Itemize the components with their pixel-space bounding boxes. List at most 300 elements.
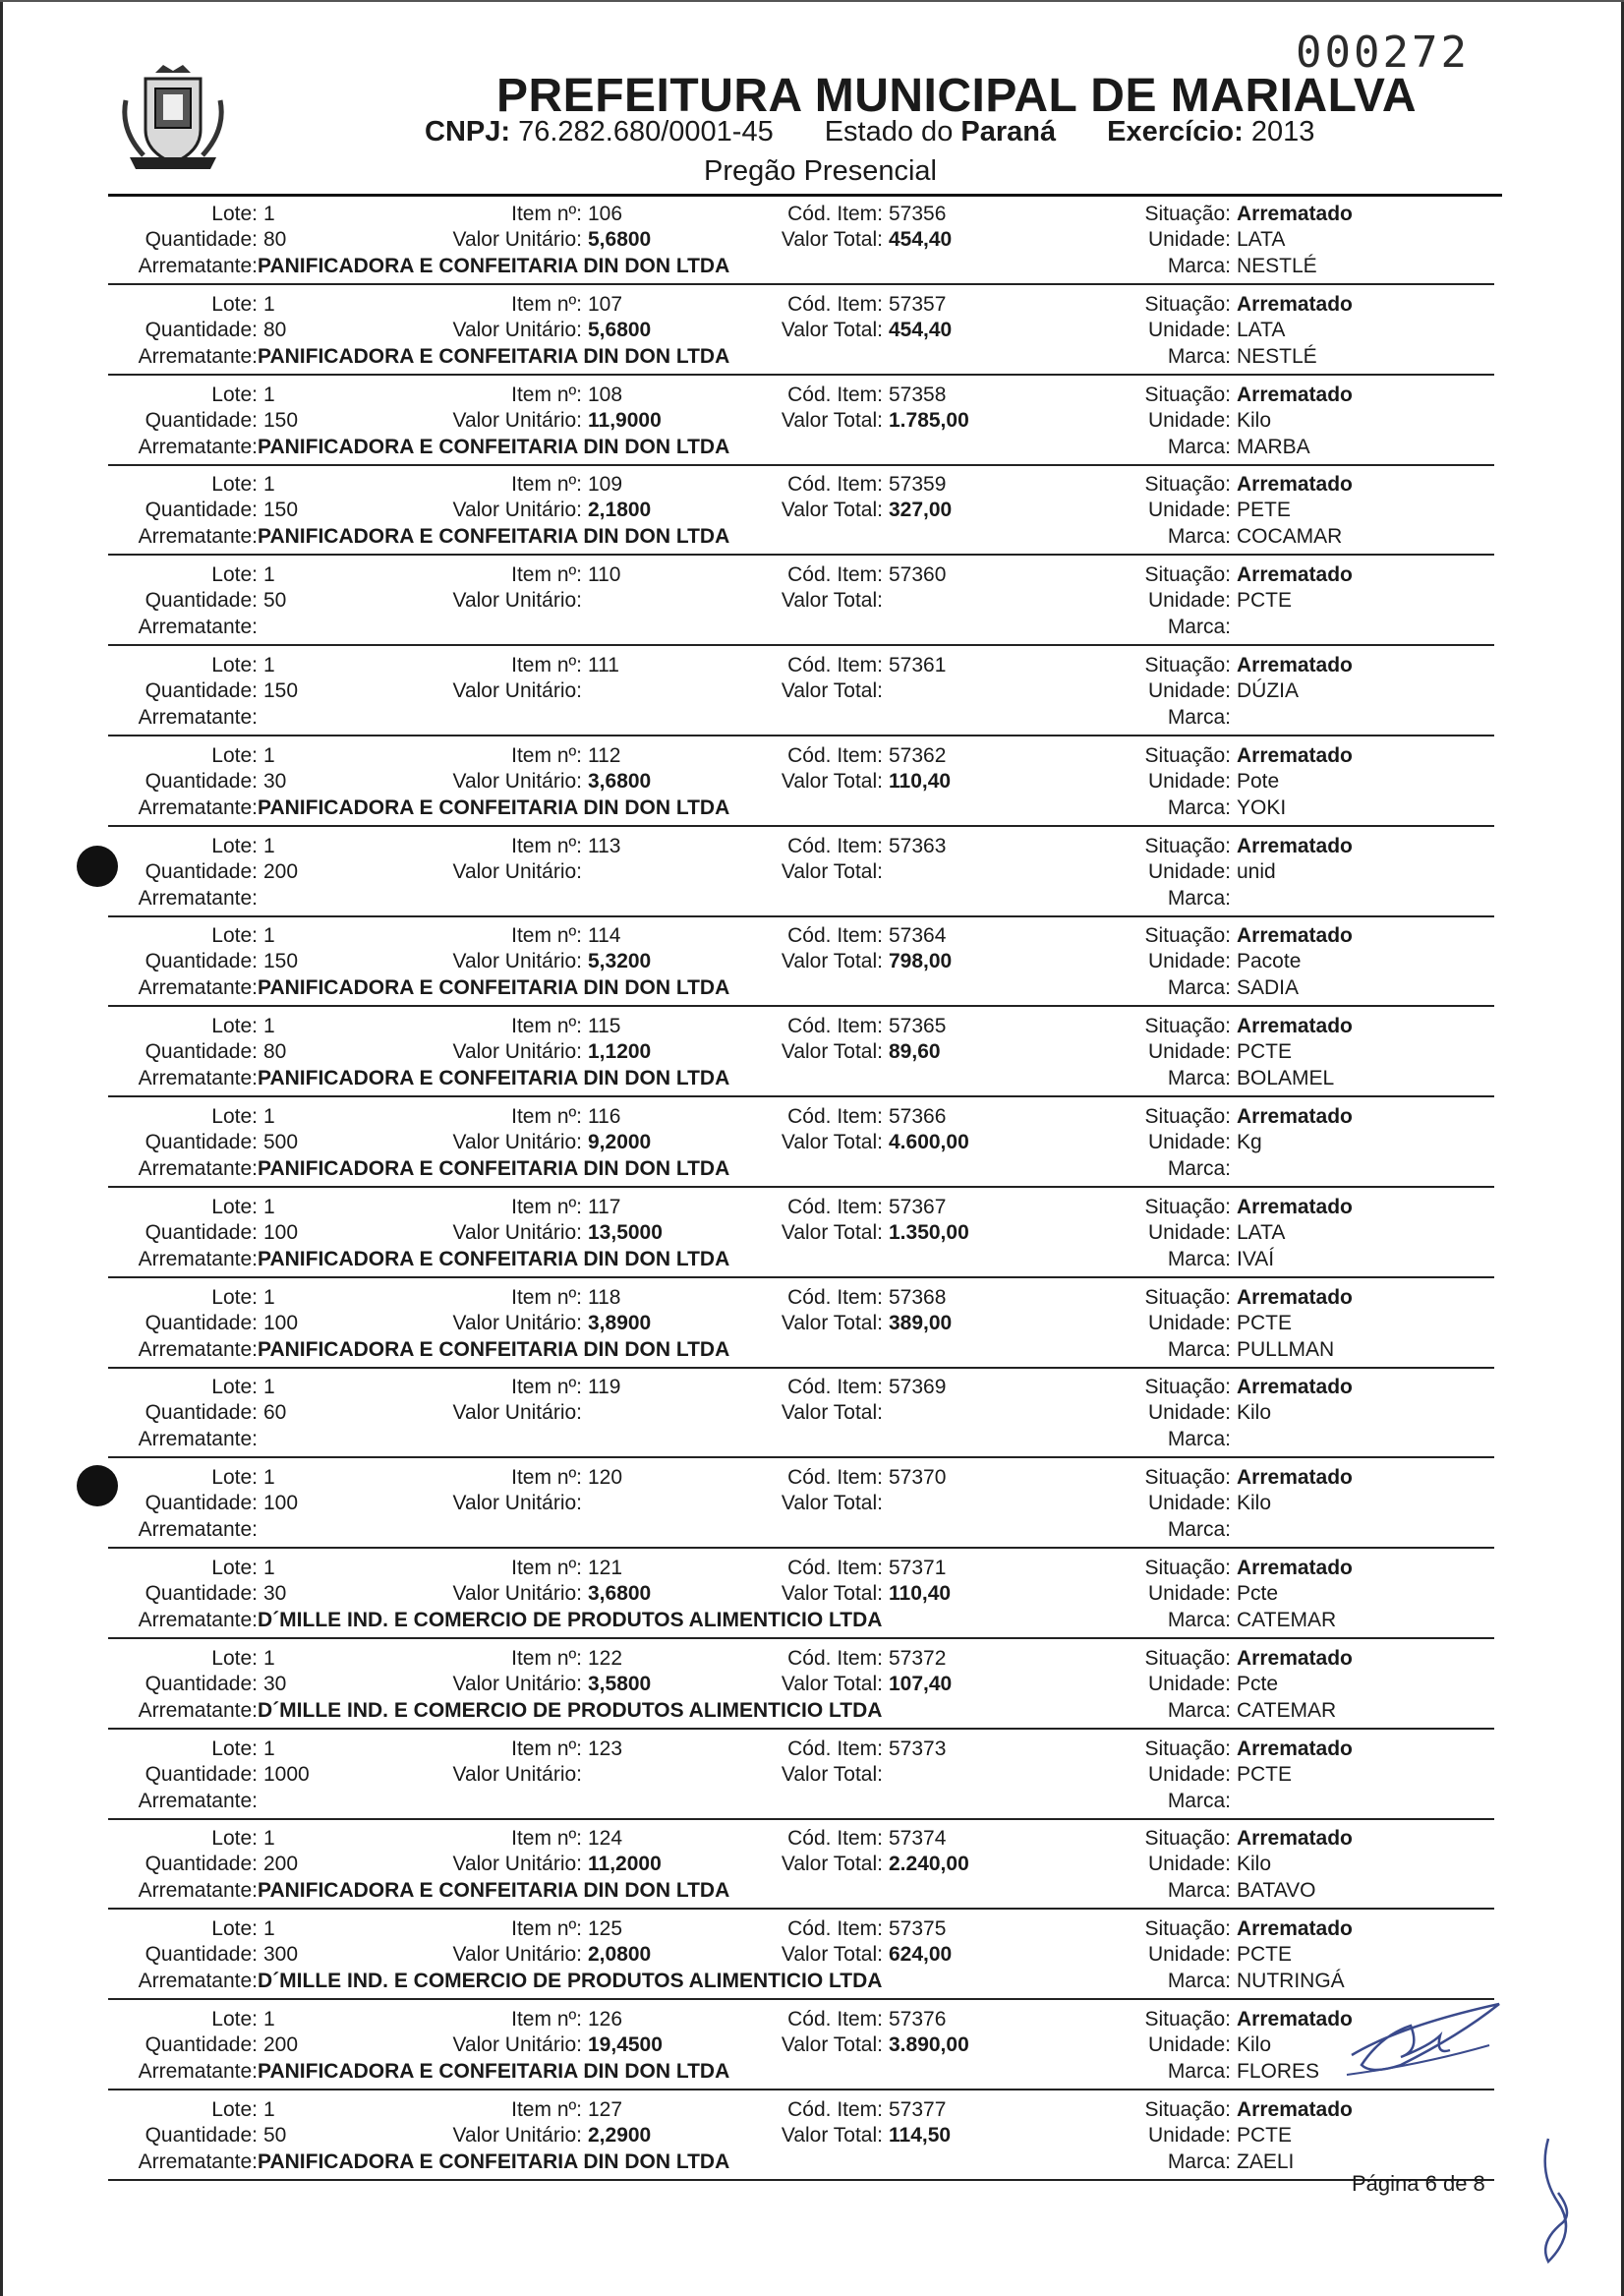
unidade-value: DÚZIA bbox=[1237, 678, 1299, 702]
marca-value: BATAVO bbox=[1237, 1879, 1316, 1903]
estado-value: Paraná bbox=[960, 116, 1057, 147]
marca-label: Marca: bbox=[1167, 616, 1231, 639]
record-line-2 bbox=[0, 678, 1624, 704]
arrematante-label: Arrematante: bbox=[138, 1608, 258, 1631]
valor-total-label: Valor Total: bbox=[781, 1040, 883, 1064]
marca-value: CATEMAR bbox=[1237, 1608, 1337, 1631]
lote-value: 1 bbox=[263, 473, 275, 497]
situacao-value: Arrematado bbox=[1237, 563, 1353, 587]
lote-label: Lote: bbox=[211, 1737, 258, 1760]
marca-label: Marca: bbox=[1167, 1518, 1231, 1542]
record-line-3 bbox=[0, 705, 1624, 731]
situacao-label: Situação: bbox=[1144, 1376, 1231, 1399]
unidade-value: Kilo bbox=[1237, 408, 1272, 432]
unidade-label: Unidade: bbox=[1147, 2032, 1231, 2056]
record-line-1 bbox=[0, 1104, 1624, 1130]
situacao-value: Arrematado bbox=[1237, 1737, 1353, 1760]
record-block bbox=[0, 1193, 1624, 1283]
lote-value: 1 bbox=[263, 834, 275, 857]
estado-label: Estado do bbox=[824, 116, 954, 147]
lote-label: Lote: bbox=[211, 1285, 258, 1309]
quantidade-value: 1000 bbox=[263, 1762, 310, 1786]
exercicio-label: Exercício: bbox=[1107, 116, 1244, 147]
quantidade-value: 50 bbox=[263, 589, 287, 613]
record-divider bbox=[108, 825, 1494, 827]
cod-label: Cód. Item: bbox=[787, 383, 883, 406]
record-line-3 bbox=[0, 1247, 1624, 1272]
valor-total-value: 110,40 bbox=[889, 769, 952, 793]
unidade-label: Unidade: bbox=[1147, 950, 1231, 973]
valor-total-label: Valor Total: bbox=[781, 2123, 883, 2147]
situacao-label: Situação: bbox=[1144, 924, 1231, 948]
arrematante-value: D´MILLE IND. E COMERCIO DE PRODUTOS ALIMENTICIO LTDA bbox=[258, 1698, 883, 1722]
situacao-label: Situação: bbox=[1144, 743, 1231, 767]
record-line-1 bbox=[0, 202, 1624, 227]
arrematante-label: Arrematante: bbox=[138, 886, 258, 910]
exercicio-value: 2013 bbox=[1250, 116, 1315, 147]
lote-value: 1 bbox=[263, 203, 275, 225]
valor-unitario-label: Valor Unitário: bbox=[452, 2123, 582, 2147]
unidade-label: Unidade: bbox=[1147, 769, 1231, 793]
unidade-value: PCTE bbox=[1237, 1762, 1293, 1786]
quantidade-value: 200 bbox=[263, 1853, 299, 1876]
record-line-3 bbox=[0, 975, 1624, 1001]
cod-value: 57367 bbox=[889, 1195, 947, 1218]
quantidade-value: 200 bbox=[263, 2032, 299, 2056]
record-divider bbox=[108, 374, 1494, 376]
item-value: 127 bbox=[588, 2097, 623, 2121]
record-line-2 bbox=[0, 1130, 1624, 1155]
quantidade-label: Quantidade: bbox=[145, 1220, 258, 1244]
record-line-3 bbox=[0, 254, 1624, 279]
situacao-label: Situação: bbox=[1144, 1737, 1231, 1760]
item-label: Item nº: bbox=[511, 2007, 582, 2031]
record-line-3 bbox=[0, 344, 1624, 370]
record-block bbox=[0, 1463, 1624, 1554]
record-line-3 bbox=[0, 435, 1624, 460]
quantidade-value: 300 bbox=[263, 1943, 299, 1967]
lote-label: Lote: bbox=[211, 473, 258, 497]
lote-value: 1 bbox=[263, 924, 275, 948]
lote-value: 1 bbox=[263, 1285, 275, 1309]
arrematante-value: PANIFICADORA E CONFEITARIA DIN DON LTDA bbox=[258, 1337, 730, 1361]
arrematante-label: Arrematante: bbox=[138, 2059, 258, 2083]
situacao-label: Situação: bbox=[1144, 1646, 1231, 1670]
item-label: Item nº: bbox=[511, 563, 582, 587]
valor-total-label: Valor Total: bbox=[781, 589, 883, 613]
valor-total-label: Valor Total: bbox=[781, 1853, 883, 1876]
situacao-value: Arrematado bbox=[1237, 2097, 1353, 2121]
valor-unitario-label: Valor Unitário: bbox=[452, 228, 582, 251]
record-line-1 bbox=[0, 292, 1624, 318]
record-line-2 bbox=[0, 1762, 1624, 1788]
valor-unitario-label: Valor Unitário: bbox=[452, 589, 582, 613]
cod-value: 57365 bbox=[889, 1015, 947, 1038]
valor-unitario-label: Valor Unitário: bbox=[452, 318, 582, 341]
valor-unitario-label: Valor Unitário: bbox=[452, 1672, 582, 1695]
valor-unitario-value: 5,6800 bbox=[588, 228, 652, 251]
record-divider bbox=[108, 1728, 1494, 1730]
record-divider bbox=[108, 554, 1494, 556]
quantidade-value: 150 bbox=[263, 678, 299, 702]
record-line-2 bbox=[0, 1311, 1624, 1336]
valor-unitario-value: 5,6800 bbox=[588, 318, 652, 341]
signature-mark-icon bbox=[1342, 1996, 1509, 2085]
quantidade-value: 200 bbox=[263, 859, 299, 883]
item-label: Item nº: bbox=[511, 834, 582, 857]
situacao-label: Situação: bbox=[1144, 653, 1231, 677]
unidade-label: Unidade: bbox=[1147, 1762, 1231, 1786]
cod-value: 57358 bbox=[889, 383, 947, 406]
lote-value: 1 bbox=[263, 743, 275, 767]
valor-total-label: Valor Total: bbox=[781, 1220, 883, 1244]
situacao-label: Situação: bbox=[1144, 473, 1231, 497]
record-divider bbox=[108, 2089, 1494, 2090]
punch-hole-icon bbox=[77, 1465, 118, 1506]
record-block bbox=[0, 381, 1624, 471]
quantidade-value: 60 bbox=[263, 1401, 287, 1425]
item-value: 122 bbox=[588, 1646, 623, 1670]
arrematante-value: PANIFICADORA E CONFEITARIA DIN DON LTDA bbox=[258, 795, 730, 819]
page-number: Página 6 de 8 bbox=[1352, 2171, 1485, 2196]
item-value: 125 bbox=[588, 1917, 623, 1941]
arrematante-label: Arrematante: bbox=[138, 705, 258, 729]
valor-unitario-value: 2,1800 bbox=[588, 499, 652, 522]
marca-label: Marca: bbox=[1167, 976, 1231, 1000]
item-value: 108 bbox=[588, 383, 623, 406]
marca-value: BOLAMEL bbox=[1237, 1067, 1335, 1090]
quantidade-value: 80 bbox=[263, 1040, 287, 1064]
arrematante-label: Arrematante: bbox=[138, 1879, 258, 1903]
cod-value: 57368 bbox=[889, 1285, 947, 1309]
valor-unitario-value: 11,9000 bbox=[588, 408, 662, 432]
valor-total-label: Valor Total: bbox=[781, 859, 883, 883]
marca-label: Marca: bbox=[1167, 1247, 1231, 1270]
quantidade-value: 150 bbox=[263, 499, 299, 522]
valor-unitario-label: Valor Unitário: bbox=[452, 1581, 582, 1605]
unidade-value: Pote bbox=[1237, 769, 1280, 793]
item-label: Item nº: bbox=[511, 383, 582, 406]
item-value: 107 bbox=[588, 292, 623, 316]
lote-value: 1 bbox=[263, 1104, 275, 1128]
unidade-value: LATA bbox=[1237, 318, 1286, 341]
valor-total-label: Valor Total: bbox=[781, 769, 883, 793]
lote-label: Lote: bbox=[211, 563, 258, 587]
valor-total-label: Valor Total: bbox=[781, 408, 883, 432]
situacao-value: Arrematado bbox=[1237, 292, 1353, 316]
situacao-label: Situação: bbox=[1144, 2007, 1231, 2031]
arrematante-label: Arrematante: bbox=[138, 255, 258, 277]
arrematante-value: PANIFICADORA E CONFEITARIA DIN DON LTDA bbox=[258, 1879, 730, 1903]
record-line-1 bbox=[0, 1737, 1624, 1762]
quantidade-value: 30 bbox=[263, 1581, 287, 1605]
item-label: Item nº: bbox=[511, 1466, 582, 1490]
valor-unitario-label: Valor Unitário: bbox=[452, 1943, 582, 1967]
situacao-label: Situação: bbox=[1144, 1556, 1231, 1579]
cod-value: 57369 bbox=[889, 1376, 947, 1399]
valor-total-value: 454,40 bbox=[889, 228, 953, 251]
arrematante-value: PANIFICADORA E CONFEITARIA DIN DON LTDA bbox=[258, 1156, 730, 1180]
item-value: 118 bbox=[588, 1285, 621, 1309]
cod-label: Cód. Item: bbox=[787, 653, 883, 677]
situacao-value: Arrematado bbox=[1237, 1376, 1353, 1399]
quantidade-label: Quantidade: bbox=[145, 1943, 258, 1967]
quantidade-value: 100 bbox=[263, 1492, 299, 1515]
valor-total-value: 798,00 bbox=[889, 950, 953, 973]
quantidade-value: 500 bbox=[263, 1130, 299, 1153]
record-block bbox=[0, 832, 1624, 922]
valor-total-value: 110,40 bbox=[889, 1581, 952, 1605]
record-line-3 bbox=[0, 1878, 1624, 1904]
valor-total-label: Valor Total: bbox=[781, 950, 883, 973]
item-label: Item nº: bbox=[511, 1646, 582, 1670]
unidade-value: PCTE bbox=[1237, 1040, 1293, 1064]
valor-unitario-label: Valor Unitário: bbox=[452, 1492, 582, 1515]
record-divider bbox=[108, 735, 1494, 736]
cod-value: 57361 bbox=[889, 653, 947, 677]
item-label: Item nº: bbox=[511, 1195, 582, 1218]
quantidade-label: Quantidade: bbox=[145, 318, 258, 341]
record-line-3 bbox=[0, 1337, 1624, 1363]
valor-unitario-value: 2,0800 bbox=[588, 1943, 652, 1967]
quantidade-label: Quantidade: bbox=[145, 678, 258, 702]
cnpj-value: 76.282.680/0001-45 bbox=[518, 116, 774, 147]
arrematante-label: Arrematante: bbox=[138, 1156, 258, 1180]
unidade-label: Unidade: bbox=[1147, 1581, 1231, 1605]
record-block bbox=[0, 1012, 1624, 1102]
arrematante-value: D´MILLE IND. E COMERCIO DE PRODUTOS ALIMENTICIO LTDA bbox=[258, 1970, 883, 1993]
unidade-value: PCTE bbox=[1237, 2123, 1293, 2147]
record-block bbox=[0, 921, 1624, 1012]
unidade-label: Unidade: bbox=[1147, 228, 1231, 251]
unidade-label: Unidade: bbox=[1147, 1853, 1231, 1876]
situacao-label: Situação: bbox=[1144, 563, 1231, 587]
marca-value: CATEMAR bbox=[1237, 1698, 1337, 1722]
record-line-2 bbox=[0, 1581, 1624, 1607]
valor-unitario-value: 13,5000 bbox=[588, 1220, 663, 1244]
arrematante-value: PANIFICADORA E CONFEITARIA DIN DON LTDA bbox=[258, 1247, 730, 1270]
valor-unitario-value: 5,3200 bbox=[588, 950, 652, 973]
valor-unitario-label: Valor Unitário: bbox=[452, 678, 582, 702]
item-label: Item nº: bbox=[511, 743, 582, 767]
unidade-value: Pcte bbox=[1237, 1672, 1279, 1695]
arrematante-label: Arrematante: bbox=[138, 795, 258, 819]
situacao-value: Arrematado bbox=[1237, 1285, 1353, 1309]
record-line-1 bbox=[0, 1556, 1624, 1581]
item-value: 115 bbox=[588, 1015, 621, 1038]
record-line-3 bbox=[0, 1066, 1624, 1091]
quantidade-value: 80 bbox=[263, 318, 287, 341]
valor-total-value: 2.240,00 bbox=[889, 1853, 969, 1876]
quantidade-label: Quantidade: bbox=[145, 1401, 258, 1425]
valor-total-label: Valor Total: bbox=[781, 1672, 883, 1695]
situacao-label: Situação: bbox=[1144, 1827, 1231, 1851]
unidade-value: Pcte bbox=[1237, 1581, 1279, 1605]
item-value: 106 bbox=[588, 203, 623, 225]
situacao-label: Situação: bbox=[1144, 203, 1231, 225]
quantidade-label: Quantidade: bbox=[145, 2032, 258, 2056]
record-line-2 bbox=[0, 859, 1624, 885]
marca-value: PULLMAN bbox=[1237, 1337, 1335, 1361]
unidade-value: PCTE bbox=[1237, 589, 1293, 613]
situacao-value: Arrematado bbox=[1237, 1646, 1353, 1670]
marca-label: Marca: bbox=[1167, 795, 1231, 819]
lote-label: Lote: bbox=[211, 1827, 258, 1851]
valor-unitario-value: 9,2000 bbox=[588, 1130, 652, 1153]
marca-value: SADIA bbox=[1237, 976, 1300, 1000]
item-label: Item nº: bbox=[511, 473, 582, 497]
unidade-label: Unidade: bbox=[1147, 499, 1231, 522]
item-value: 114 bbox=[588, 924, 621, 948]
valor-total-label: Valor Total: bbox=[781, 228, 883, 251]
record-line-3 bbox=[0, 615, 1624, 640]
quantidade-label: Quantidade: bbox=[145, 859, 258, 883]
record-block bbox=[0, 200, 1624, 290]
record-block bbox=[0, 1102, 1624, 1193]
valor-unitario-value: 2,2900 bbox=[588, 2123, 652, 2147]
valor-unitario-label: Valor Unitário: bbox=[452, 950, 582, 973]
valor-total-label: Valor Total: bbox=[781, 1130, 883, 1153]
item-label: Item nº: bbox=[511, 203, 582, 225]
record-line-1 bbox=[0, 1285, 1624, 1311]
cnpj-label: CNPJ: bbox=[425, 116, 511, 147]
valor-unitario-label: Valor Unitário: bbox=[452, 1762, 582, 1786]
situacao-label: Situação: bbox=[1144, 834, 1231, 857]
cod-label: Cód. Item: bbox=[787, 1737, 883, 1760]
record-line-2 bbox=[0, 1672, 1624, 1697]
item-value: 116 bbox=[588, 1104, 621, 1128]
valor-total-label: Valor Total: bbox=[781, 499, 883, 522]
valor-unitario-label: Valor Unitário: bbox=[452, 859, 582, 883]
record-block bbox=[0, 1283, 1624, 1374]
record-divider bbox=[108, 915, 1494, 917]
record-block bbox=[0, 560, 1624, 651]
marca-value: FLORES bbox=[1237, 2059, 1320, 2083]
valor-unitario-label: Valor Unitário: bbox=[452, 1220, 582, 1244]
item-label: Item nº: bbox=[511, 1104, 582, 1128]
situacao-label: Situação: bbox=[1144, 1195, 1231, 1218]
quantidade-label: Quantidade: bbox=[145, 408, 258, 432]
record-divider bbox=[108, 464, 1494, 466]
lote-label: Lote: bbox=[211, 834, 258, 857]
record-line-1 bbox=[0, 653, 1624, 678]
record-line-1 bbox=[0, 1195, 1624, 1220]
item-value: 117 bbox=[588, 1195, 621, 1218]
valor-unitario-value: 3,5800 bbox=[588, 1672, 652, 1695]
situacao-value: Arrematado bbox=[1237, 1556, 1353, 1579]
record-line-3 bbox=[0, 1427, 1624, 1452]
valor-total-value: 3.890,00 bbox=[889, 2032, 969, 2056]
valor-unitario-label: Valor Unitário: bbox=[452, 1130, 582, 1153]
cod-label: Cód. Item: bbox=[787, 1195, 883, 1218]
record-line-1 bbox=[0, 1375, 1624, 1400]
unidade-label: Unidade: bbox=[1147, 1492, 1231, 1515]
arrematante-label: Arrematante: bbox=[138, 1698, 258, 1722]
unidade-label: Unidade: bbox=[1147, 1040, 1231, 1064]
record-line-2 bbox=[0, 1942, 1624, 1968]
arrematante-value: D´MILLE IND. E COMERCIO DE PRODUTOS ALIMENTICIO LTDA bbox=[258, 1608, 883, 1631]
unidade-value: Kg bbox=[1237, 1130, 1262, 1153]
lote-label: Lote: bbox=[211, 1015, 258, 1038]
marca-label: Marca: bbox=[1167, 1156, 1231, 1180]
cod-value: 57363 bbox=[889, 834, 947, 857]
cod-label: Cód. Item: bbox=[787, 924, 883, 948]
item-value: 111 bbox=[588, 653, 619, 677]
item-label: Item nº: bbox=[511, 1737, 582, 1760]
marca-label: Marca: bbox=[1167, 1698, 1231, 1722]
arrematante-value: PANIFICADORA E CONFEITARIA DIN DON LTDA bbox=[258, 1067, 730, 1090]
marca-value: YOKI bbox=[1237, 795, 1287, 819]
item-label: Item nº: bbox=[511, 2097, 582, 2121]
item-value: 126 bbox=[588, 2007, 623, 2031]
record-line-2 bbox=[0, 1400, 1624, 1426]
lote-label: Lote: bbox=[211, 1376, 258, 1399]
valor-unitario-label: Valor Unitário: bbox=[452, 1853, 582, 1876]
unidade-value: PCTE bbox=[1237, 1311, 1293, 1334]
arrematante-label: Arrematante: bbox=[138, 435, 258, 458]
arrematante-value: PANIFICADORA E CONFEITARIA DIN DON LTDA bbox=[258, 435, 730, 458]
cod-value: 57356 bbox=[889, 203, 947, 225]
lote-value: 1 bbox=[263, 2007, 275, 2031]
lote-label: Lote: bbox=[211, 2007, 258, 2031]
arrematante-label: Arrematante: bbox=[138, 344, 258, 368]
arrematante-label: Arrematante: bbox=[138, 2149, 258, 2173]
record-divider bbox=[108, 1005, 1494, 1007]
record-line-2 bbox=[0, 769, 1624, 795]
marca-label: Marca: bbox=[1167, 1067, 1231, 1090]
item-label: Item nº: bbox=[511, 653, 582, 677]
lote-value: 1 bbox=[263, 1827, 275, 1851]
valor-unitario-value: 19,4500 bbox=[588, 2032, 663, 2056]
marca-value: NUTRINGÁ bbox=[1237, 1970, 1345, 1993]
valor-unitario-label: Valor Unitário: bbox=[452, 499, 582, 522]
cod-value: 57374 bbox=[889, 1827, 947, 1851]
situacao-label: Situação: bbox=[1144, 1917, 1231, 1941]
cod-label: Cód. Item: bbox=[787, 834, 883, 857]
unidade-value: PCTE bbox=[1237, 1943, 1293, 1967]
item-value: 112 bbox=[588, 743, 621, 767]
record-divider bbox=[108, 1095, 1494, 1097]
record-line-1 bbox=[0, 1646, 1624, 1672]
record-line-1 bbox=[0, 743, 1624, 769]
situacao-value: Arrematado bbox=[1237, 1104, 1353, 1128]
valor-unitario-value: 1,1200 bbox=[588, 1040, 652, 1064]
arrematante-label: Arrematante: bbox=[138, 1247, 258, 1270]
cod-label: Cód. Item: bbox=[787, 1376, 883, 1399]
lote-label: Lote: bbox=[211, 743, 258, 767]
situacao-value: Arrematado bbox=[1237, 1015, 1353, 1038]
quantidade-label: Quantidade: bbox=[145, 1762, 258, 1786]
record-block bbox=[0, 651, 1624, 741]
lote-value: 1 bbox=[263, 1646, 275, 1670]
quantidade-label: Quantidade: bbox=[145, 1311, 258, 1334]
item-value: 110 bbox=[588, 563, 621, 587]
item-label: Item nº: bbox=[511, 1376, 582, 1399]
record-line-2 bbox=[0, 227, 1624, 253]
marca-label: Marca: bbox=[1167, 255, 1231, 277]
arrematante-label: Arrematante: bbox=[138, 1428, 258, 1451]
record-divider bbox=[108, 1547, 1494, 1549]
record-divider bbox=[108, 1908, 1494, 1910]
quantidade-label: Quantidade: bbox=[145, 499, 258, 522]
valor-unitario-label: Valor Unitário: bbox=[452, 1040, 582, 1064]
record-block bbox=[0, 290, 1624, 381]
arrematante-value: PANIFICADORA E CONFEITARIA DIN DON LTDA bbox=[258, 976, 730, 1000]
marca-label: Marca: bbox=[1167, 886, 1231, 910]
item-label: Item nº: bbox=[511, 1827, 582, 1851]
record-line-3 bbox=[0, 1969, 1624, 1994]
cod-value: 57372 bbox=[889, 1646, 947, 1670]
